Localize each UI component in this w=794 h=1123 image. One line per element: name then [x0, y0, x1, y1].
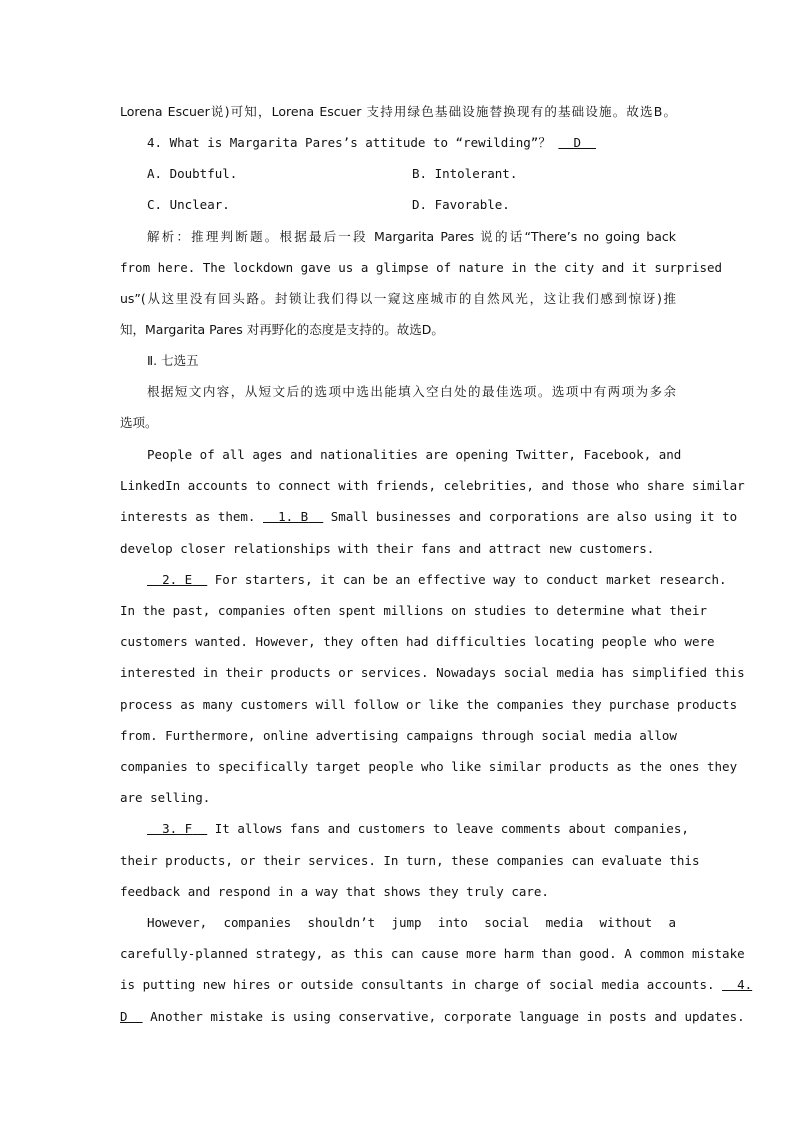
- q4-explanation-line: from here. The lockdown gave us a glimpse of nature in the city and it surprised: [120, 260, 723, 275]
- passage-line: People of all ages and nationalities are opening Twitter, Facebook, and: [147, 447, 682, 462]
- section-2-instructions: 根据短文内容，从短文后的选项中选出能填入空白处的最佳选项。选项中有两项为多余: [147, 384, 676, 399]
- passage-line: from. Furthermore, online advertising campaigns through social media allow: [120, 728, 677, 743]
- passage-line: companies to specifically target people who like similar products as the ones they: [120, 759, 738, 774]
- passage-line: LinkedIn accounts to connect with friends, celebrities, and those who share similar: [120, 478, 745, 493]
- passage-line: In the past, companies often spent millions on studies to determine what their: [120, 603, 707, 618]
- option-b: B. Intolerant.: [412, 166, 518, 181]
- passage-line: customers wanted. However, they often had difficulties locating people who were: [120, 634, 715, 649]
- passage-line: 2. E For starters, it can be an effective way to conduct market research.: [147, 570, 676, 590]
- passage-line: are selling.: [120, 790, 211, 805]
- passage-line: D Another mistake is using conservative, corporate language in posts and updates.: [120, 1007, 676, 1027]
- passage-line: feedback and respond in a way that shows they truly care.: [120, 884, 549, 899]
- q4-explanation-line: 解析：推理判断题。根据最后一段 Margarita Pares 说的话“There’s no going back: [147, 229, 676, 244]
- passage-line: their products, or their services. In turn, these companies can evaluate this: [120, 853, 700, 868]
- section-2-heading: Ⅱ. 七选五: [147, 353, 199, 368]
- passage-line: interested in their products or services. Nowadays social media has simplified this: [120, 665, 745, 680]
- question-4: [147, 133, 676, 153]
- answer-blank-1: 1. B: [278, 509, 309, 524]
- passage-line: However, companies shouldn’t jump into social media without a: [147, 915, 676, 930]
- q3-explanation-tail: Lorena Escuer说)可知，Lorena Escuer 支持用绿色基础设施替换现有的基础设施。故选B。: [120, 104, 676, 119]
- passage-line: is putting new hires or outside consultants in charge of social media accounts. 4.: [120, 975, 676, 995]
- question-4-answer: D: [573, 135, 581, 150]
- answer-blank-4-start: 4.: [737, 977, 753, 992]
- passage-line: develop closer relationships with their fans and attract new customers.: [120, 541, 655, 556]
- option-d: D. Favorable.: [412, 197, 510, 212]
- passage-line: carefully-planned strategy, as this can cause more harm than good. A common mistake: [120, 946, 745, 961]
- option-c: C. Unclear.: [147, 197, 230, 212]
- question-4-text: 4. What is Margarita Pares’s attitude to “rewilding”？: [147, 135, 551, 150]
- q4-explanation-line: us”(从这里没有回头路。封锁让我们得以一窥这座城市的自然风光，这让我们感到惊讶)推: [120, 291, 676, 306]
- answer-blank-3: 3. F: [162, 821, 193, 836]
- passage-line: interests as them. 1. B Small businesses and corporations are also using it to: [120, 507, 676, 527]
- answer-blank-2: 2. E: [162, 572, 193, 587]
- passage-line: process as many customers will follow or like the companies they purchase products: [120, 697, 738, 712]
- option-a: A. Doubtful.: [147, 166, 238, 181]
- section-2-instructions: 选项。: [120, 415, 158, 430]
- q4-explanation-line: 知，Margarita Pares 对再野化的态度是支持的。故选D。: [120, 322, 444, 337]
- answer-blank-4-end: D: [120, 1009, 128, 1024]
- passage-line: 3. F It allows fans and customers to leave comments about companies,: [147, 819, 676, 839]
